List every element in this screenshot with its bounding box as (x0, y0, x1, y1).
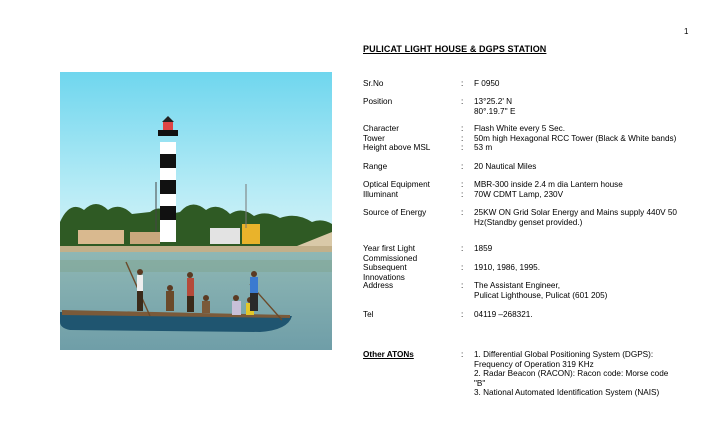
label-position: Position (363, 97, 393, 106)
colon: : (461, 208, 464, 217)
colon: : (461, 143, 464, 153)
label-range: Range (363, 162, 388, 171)
colon: : (461, 350, 464, 359)
page-title: PULICAT LIGHT HOUSE & DGPS STATION (363, 44, 547, 54)
colon: : (461, 124, 464, 133)
value-atons-line4: "B" (474, 378, 486, 388)
colon: : (461, 97, 464, 106)
label-commissioned: Commissioned (363, 253, 418, 263)
value-atons-line3: 2. Radar Beacon (RACON): Racon code: Morse code (474, 369, 669, 379)
value-atons-line2: Frequency of Operation 319 KHz (474, 359, 594, 369)
label-other-atons: Other ATONs (363, 350, 414, 359)
value-atons-line1: 1. Differential Global Positioning System (DGPS): (474, 350, 654, 359)
value-address-line2: Pulicat Lighthouse, Pulicat (601 205) (474, 290, 608, 300)
value-range: 20 Nautical Miles (474, 162, 537, 171)
label-character: Character (363, 124, 399, 133)
value-address-line1: The Assistant Engineer, (474, 281, 561, 290)
value-source-of-energy-line2: Hz(Standby genset provided.) (474, 217, 583, 227)
value-character: Flash White every 5 Sec. (474, 124, 566, 133)
value-optical-equipment: MBR-300 inside 2.4 m dia Lantern house (474, 180, 623, 189)
colon: : (461, 180, 464, 189)
value-source-of-energy-line1: 25KW ON Grid Solar Energy and Mains supply 440V 50 (474, 208, 677, 217)
value-innovations: 1910, 1986, 1995. (474, 263, 541, 273)
label-illuminant: Illuminant (363, 189, 399, 199)
label-tower: Tower (363, 133, 385, 143)
label-innovations: Innovations (363, 272, 405, 282)
value-sr-no: F 0950 (474, 79, 500, 88)
value-atons-line5: 3. National Automated Identification System (NAIS) (474, 388, 660, 398)
value-illuminant: 70W CDMT Lamp, 230V (474, 189, 564, 199)
colon: : (461, 79, 464, 88)
value-position-lat: 13°25.2' N (474, 97, 513, 106)
label-sr-no: Sr.No (363, 79, 384, 88)
lighthouse-photo (60, 72, 332, 350)
label-address: Address (363, 281, 394, 290)
label-source-of-energy: Source of Energy (363, 208, 427, 217)
label-subsequent: Subsequent (363, 263, 407, 273)
colon: : (461, 263, 464, 273)
value-tel: 04119 –268321. (474, 310, 533, 319)
colon: : (461, 244, 464, 253)
colon: : (461, 162, 464, 171)
value-year-first-light: 1859 (474, 244, 493, 253)
label-optical-equipment: Optical Equipment (363, 180, 430, 189)
colon: : (461, 133, 464, 143)
value-height: 53 m (474, 143, 493, 153)
colon: : (461, 281, 464, 290)
colon: : (461, 189, 464, 199)
page-number: 1 (684, 27, 689, 36)
colon: : (461, 310, 464, 319)
value-tower: 50m high Hexagonal RCC Tower (Black & White bands) (474, 133, 677, 143)
label-year-first-light: Year first Light (363, 244, 416, 253)
value-position-lon: 80°.19.7'' E (474, 106, 516, 116)
label-height: Height above MSL (363, 143, 431, 153)
label-tel: Tel (363, 310, 374, 319)
